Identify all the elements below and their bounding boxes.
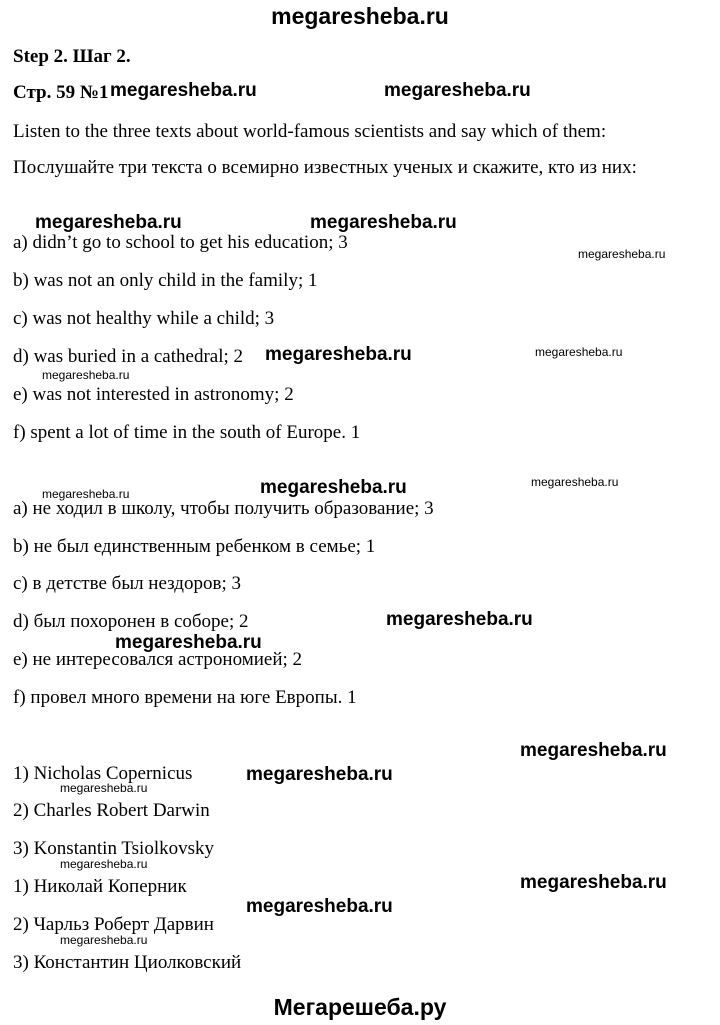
watermark: megaresheba.ru (246, 764, 393, 785)
answer-ru-b: b) не был единственным ребенком в семье; 1 (13, 536, 376, 557)
scientist-ru-1: 1) Николай Коперник (13, 876, 187, 897)
answer-ru-c: c) в детстве был нездоров; 3 (13, 573, 241, 594)
scientist-en-3: 3) Konstantin Tsiolkovsky (13, 838, 214, 859)
instruction-russian: Послушайте три текста о всемирно известных ученых и скажите, кто из них: (13, 157, 637, 178)
watermark: megaresheba.ru (35, 212, 182, 233)
watermark-small: megaresheba.ru (578, 247, 666, 261)
answer-en-b: b) was not an only child in the family; 1 (13, 270, 318, 291)
watermark: megaresheba.ru (260, 477, 407, 498)
watermark: megaresheba.ru (115, 632, 262, 653)
watermark: megaresheba.ru (310, 212, 457, 233)
scientist-ru-3: 3) Константин Циолковский (13, 952, 242, 973)
watermark: megaresheba.ru (246, 896, 393, 917)
watermark: megaresheba.ru (386, 609, 533, 630)
watermark-small: megaresheba.ru (531, 475, 619, 489)
answer-ru-e: e) не интересовался астрономией; 2 (13, 649, 303, 670)
answer-en-f: f) spent a lot of time in the south of Europe. 1 (13, 422, 361, 443)
answer-ru-a: а) не ходил в школу, чтобы получить образование; 3 (13, 498, 434, 519)
step-heading: Step 2. Шаг 2. (13, 46, 131, 67)
watermark-small: megaresheba.ru (60, 781, 148, 795)
answer-en-e: e) was not interested in astronomy; 2 (13, 384, 294, 405)
watermark-small: megaresheba.ru (535, 345, 623, 359)
watermark-small: megaresheba.ru (42, 368, 130, 382)
answer-ru-f: f) провел много времени на юге Европы. 1 (13, 687, 357, 708)
watermark: megaresheba.ru (384, 80, 531, 101)
instruction-english: Listen to the three texts about world-famous scientists and say which of them: (13, 121, 607, 142)
footer-site-title: Мегарешеба.ру (273, 994, 447, 1020)
watermark-small: megaresheba.ru (42, 487, 130, 501)
watermark: megaresheba.ru (520, 872, 667, 893)
watermark: megaresheba.ru (520, 740, 667, 761)
watermark-small: megaresheba.ru (60, 933, 148, 947)
watermark-small: megaresheba.ru (60, 857, 148, 871)
header-site-title: megaresheba.ru (271, 3, 449, 29)
scientist-en-2: 2) Charles Robert Darwin (13, 800, 210, 821)
watermark: megaresheba.ru (110, 80, 257, 101)
answer-en-d: d) was buried in a cathedral; 2 (13, 346, 244, 367)
scientist-ru-2: 2) Чарльз Роберт Дарвин (13, 914, 214, 935)
answer-ru-d: d) был похоронен в соборе; 2 (13, 611, 249, 632)
scientist-en-1: 1) Nicholas Copernicus (13, 763, 193, 784)
answer-en-a: a) didn’t go to school to get his education; 3 (13, 232, 348, 253)
page-reference: Стр. 59 №1 (13, 82, 109, 103)
watermark: megaresheba.ru (265, 344, 412, 365)
answer-en-c: c) was not healthy while a child; 3 (13, 308, 275, 329)
